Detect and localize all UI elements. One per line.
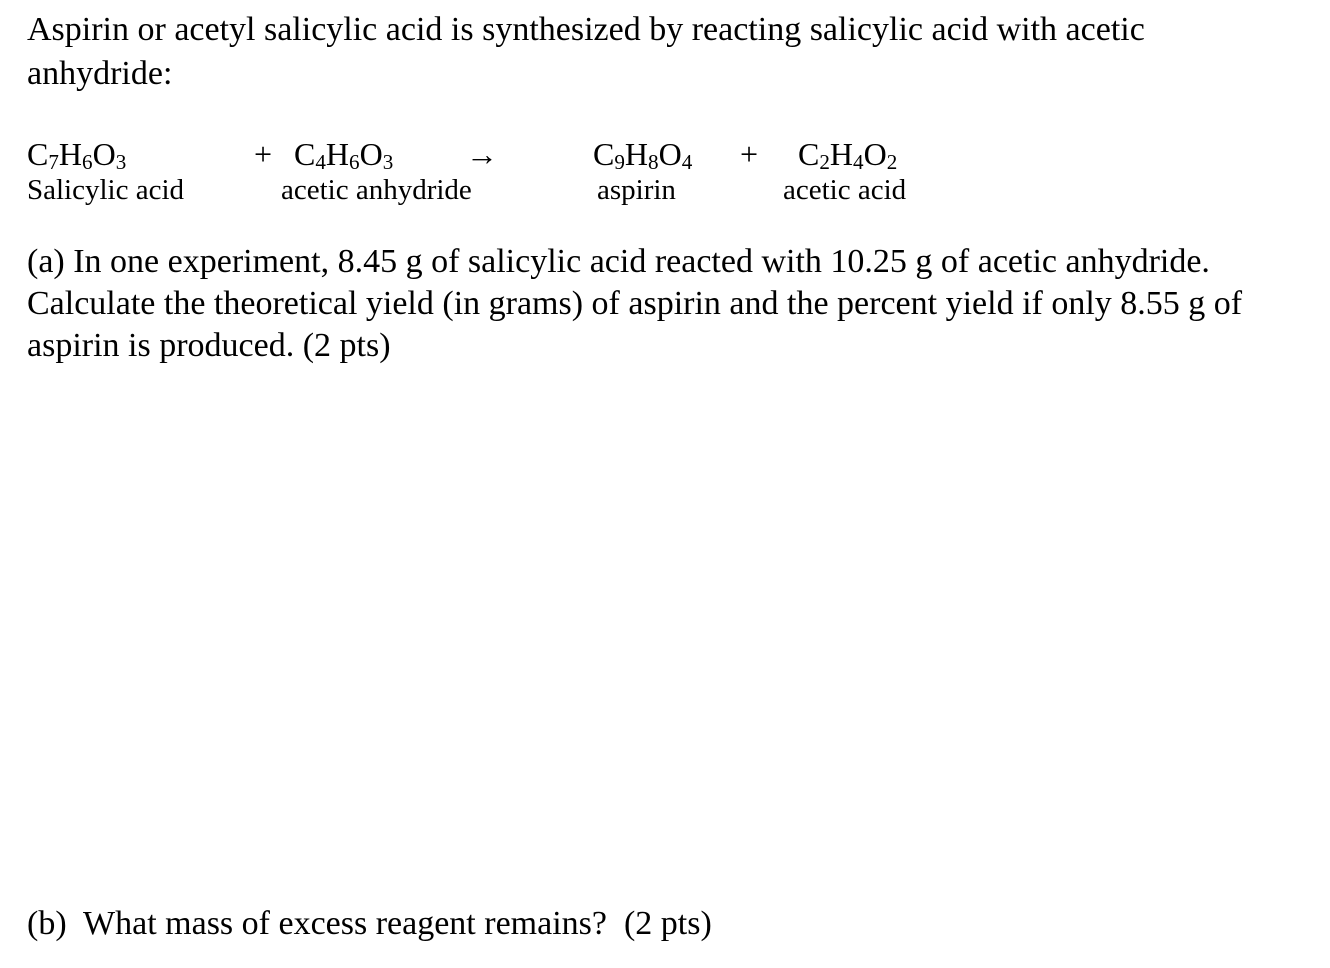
label-salicylic-acid: Salicylic acid xyxy=(27,174,185,206)
intro-paragraph: Aspirin or acetyl salicylic acid is synthesized by reacting salicylic acid with acetic anhydride: xyxy=(27,11,1145,92)
formula-acetic-anhydride: $C_4H_6O_3$ xyxy=(294,136,394,175)
label-acetic-acid: acetic acid xyxy=(783,174,907,206)
question-a: (a) In one experiment, 8.45 g of salicylic acid reacted with 10.25 g of acetic anhydride. Calculate the theoretical yield (in grams) of aspirin and the percent yield if only 8.55 g of aspirin is produced. (2 pts) xyxy=(27,243,1243,364)
plus-sign: + xyxy=(254,136,273,172)
label-acetic-anhydride: acetic anhydride xyxy=(281,174,472,206)
label-aspirin: aspirin xyxy=(597,174,676,206)
formula-aspirin: $C_9H_8O_4$ xyxy=(593,136,693,175)
formula-salicylic-acid: $C_7H_6O_3$ xyxy=(27,136,127,175)
reaction-arrow: → xyxy=(466,136,498,172)
question-b: (b) What mass of excess reagent remains? (2 pts) xyxy=(27,905,712,942)
plus-sign: + xyxy=(740,136,759,172)
formula-acetic-acid: $C_2H_4O_2$ xyxy=(798,136,898,175)
